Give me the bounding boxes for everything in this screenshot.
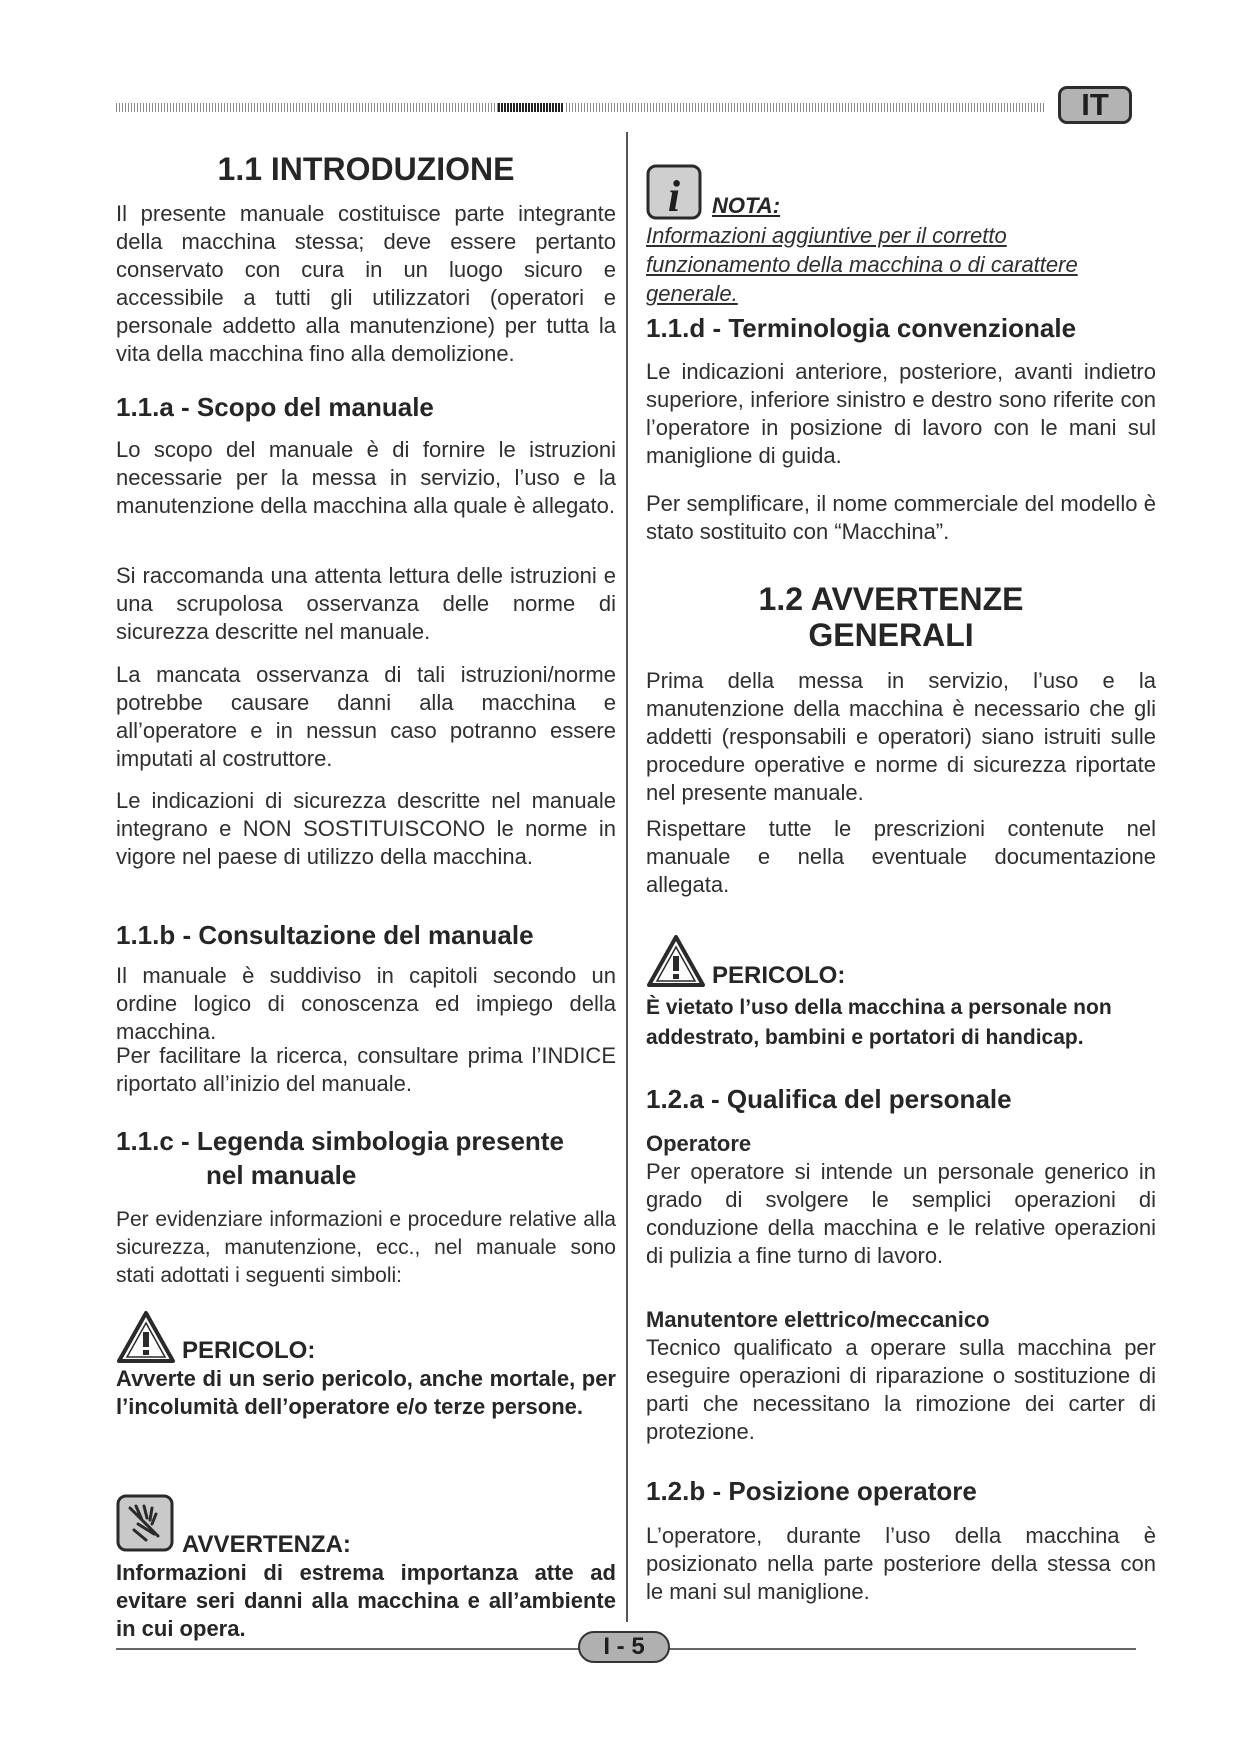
- note-label: NOTA:: [712, 193, 781, 218]
- intro-title: 1.1 INTRODUZIONE: [217, 151, 515, 187]
- section-2a-title: 1.2.a - Qualifica del personale: [646, 1084, 1012, 1114]
- header-rule-marker: [498, 103, 564, 112]
- language-badge: IT: [1058, 86, 1132, 124]
- section-b-p2: Per facilitare la ricerca, consultare prima l’INDICE riportato all’inizio del manuale.: [116, 1043, 616, 1096]
- section-a-p1: Lo scopo del manuale è di fornire le istruzioni necessarie per la messa in servizio, l’uso e la manutenzione della macchina alla quale è allegato.: [116, 437, 616, 518]
- section-a-p2: Si raccomanda una attenta lettura delle istruzioni e una scrupolosa osservanza delle norme di sicurezza descritte nel manuale.: [116, 563, 616, 644]
- warning-hand-icon: [116, 1494, 174, 1557]
- section-2-title-line2: GENERALI: [808, 617, 974, 653]
- intro-text: Il presente manuale costituisce parte integrante della macchina stessa; deve essere pertanto conservato con cura in un luogo sicuro e accessibile a tutti gli utilizzatori (operatori e personale addetto alla manutenzione) per tutta la vita della macchina fino alla demolizione.: [116, 201, 616, 366]
- header-rule: [116, 103, 1046, 112]
- danger-text-right: È vietato l’uso della macchina a personale non addestrato, bambini e portatori di handicap.: [646, 996, 1112, 1049]
- danger-triangle-icon: [116, 1310, 176, 1369]
- page-number: I - 5: [578, 1631, 670, 1663]
- section-2b-title: 1.2.b - Posizione operatore: [646, 1476, 977, 1506]
- section-2-title-line1: 1.2 AVVERTENZE: [758, 581, 1024, 617]
- position-text: L’operatore, durante l’uso della macchina è posizionato nella parte posteriore della stessa con le mani sul maniglione.: [646, 1523, 1156, 1604]
- operator-text: Per operatore si intende un personale generico in grado di svolgere le semplici operazioni di conduzione della macchina e le relative operazioni di pulizia a fine turno di lavoro.: [646, 1159, 1156, 1268]
- note-text: Informazioni aggiuntive per il corretto funzionamento della macchina o di carattere generale.: [646, 223, 1078, 306]
- section-d-title: 1.1.d - Terminologia convenzionale: [646, 313, 1077, 343]
- section-a-title: 1.1.a - Scopo del manuale: [116, 392, 434, 422]
- section-a-p4: Le indicazioni di sicurezza descritte nel manuale integrano e NON SOSTITUISCONO le norme in vigore nel paese di utilizzo della macchina.: [116, 788, 616, 869]
- svg-text:i: i: [667, 172, 681, 220]
- warning-text: Informazioni di estrema importanza atte ad evitare seri danni alla macchina e all’ambiente in cui opera.: [116, 1560, 616, 1641]
- section-c-title-line2: nel manuale: [206, 1160, 357, 1190]
- section-2-p1: Prima della messa in servizio, l’uso e la manutenzione della macchina è necessario che gli addetti (responsabili e operatori) siano istruiti sulle procedure operative e norme di sicurezza riportate nel presente manuale.: [646, 668, 1156, 805]
- section-b-p1: Il manuale è suddiviso in capitoli secondo un ordine logico di conoscenza ed impiego della macchina.: [116, 963, 616, 1044]
- danger-text: Avverte di un serio pericolo, anche mortale, per l’incolumità dell’operatore e/o terze persone.: [116, 1366, 616, 1419]
- section-d-p1: Le indicazioni anteriore, posteriore, avanti indietro superiore, inferiore sinistro e destro sono riferite con l’operatore in posizione di lavoro con le mani sul maniglione di guida.: [646, 359, 1156, 468]
- section-2-p2: Rispettare tutte le prescrizioni contenute nel manuale e nella eventuale documentazione allegata.: [646, 816, 1156, 897]
- operator-title: Operatore: [646, 1131, 752, 1156]
- danger-triangle-icon: [646, 934, 706, 993]
- danger-label-right: PERICOLO:: [712, 962, 846, 989]
- section-c-title-line1: 1.1.c - Legenda simbologia presente: [116, 1126, 564, 1156]
- section-a-p3: La mancata osservanza di tali istruzioni/norme potrebbe causare danni alla macchina e all’operatore e in nessun caso potranno essere imputati al costruttore.: [116, 662, 616, 771]
- section-c-p1: Per evidenziare informazioni e procedure relative alla sicurezza, manutenzione, ecc., nel manuale sono stati adottati i seguenti simboli:: [116, 1208, 616, 1287]
- section-b-title: 1.1.b - Consultazione del manuale: [116, 920, 534, 950]
- column-divider: [626, 132, 628, 1622]
- maintainer-title: Manutentore elettrico/meccanico: [646, 1307, 990, 1332]
- info-icon: [646, 164, 702, 225]
- danger-label: PERICOLO:: [182, 1337, 316, 1364]
- maintainer-text: Tecnico qualificato a operare sulla macchina per eseguire operazioni di riparazione o sostituzione di parti che necessitano la rimozione dei carter di protezione.: [646, 1335, 1156, 1444]
- warning-label: AVVERTENZA:: [182, 1531, 351, 1558]
- section-d-p2: Per semplificare, il nome commerciale del modello è stato sostituito con “Macchina”.: [646, 491, 1156, 544]
